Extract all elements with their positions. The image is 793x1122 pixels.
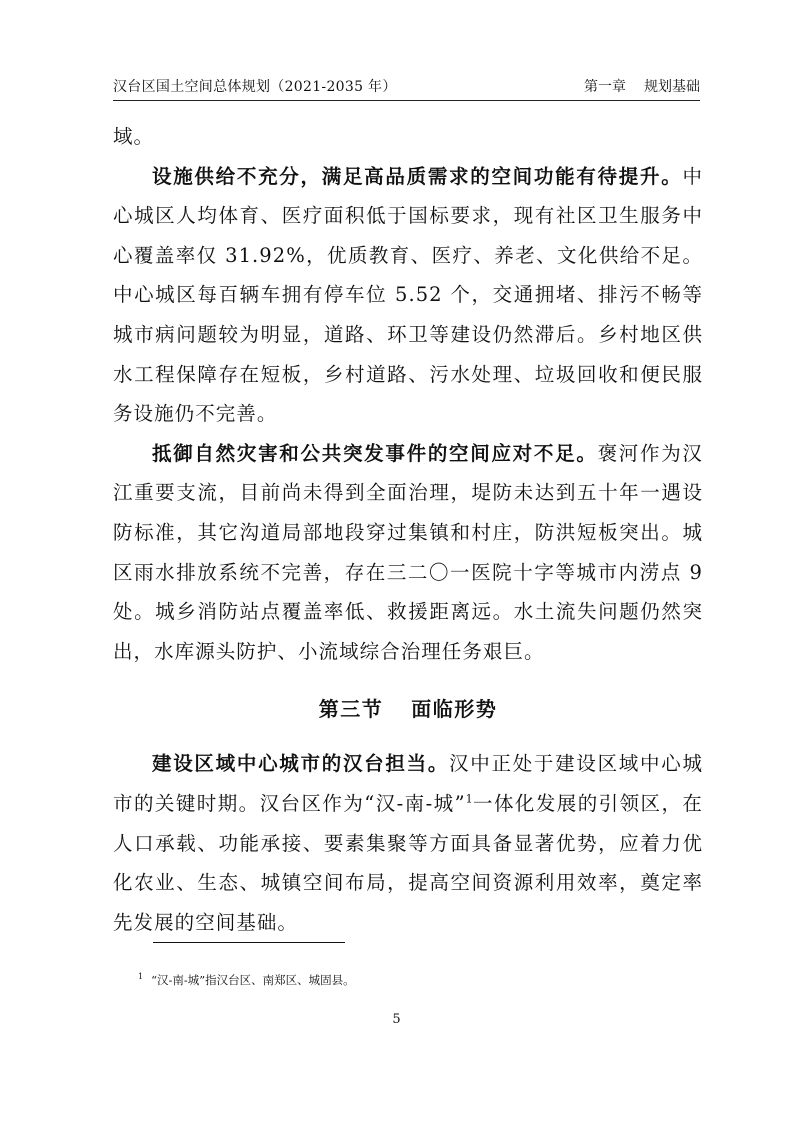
paragraph-text: 域。 [113,125,155,148]
paragraph-text-continued: 一体化发展的引领区，在人口承载、功能承接、要素集聚等方面具备显著优势，应着力优化农业、生态、城镇空间布局，提高空间资源利用效率，奠定率先发展的空间基础。 [113,791,703,934]
paragraph-text: 汉中正处于建设区域中心城市的关键时期。汉台区作为“汉-南-城” [113,752,703,815]
page-number: 5 [392,1012,401,1027]
paragraph-continuation [113,117,703,157]
main-content [113,117,703,942]
page-header [113,66,700,101]
chapter-number: 第一章 [584,79,626,95]
footnote-divider [153,942,345,943]
footnote-number: 1 [138,972,144,982]
section-title: 面临形势 [411,697,498,722]
footnote-reference[interactable]: 1 [465,792,473,806]
footnote-text: “汉-南-城”指汉台区、南郑区、城固县。 [151,973,355,987]
paragraph-lead: 抵御自然灾害和公共突发事件的空间应对不足。 [152,441,598,465]
footnote [138,972,355,988]
paragraph-text: 褒河作为汉江重要支流，目前尚未得到全面治理，堤防未达到五十年一遇设防标准，其它沟道局部地段穿过集镇和村庄，防洪短板突出。城区雨水排放系统不完善，存在三二〇一医院十字等城市内涝点 9 处。城乡消防站点覆盖率低、救援距离远。水土流失问题仍然突出，水库源头防护、小流域综合治理任务艰巨。 [113,441,703,663]
paragraph-lead: 设施供给不充分，满足高品质需求的空间功能有待提升。 [152,164,683,188]
chapter-title: 规划基础 [644,79,700,95]
paragraph-regional-center [113,744,703,942]
section-number: 第三节 [318,697,384,722]
paragraph-text: 中心城区人均体育、医疗面积低于国标要求，现有社区卫生服务中心覆盖率仅 31.92%，优质教育、医疗、养老、文化供给不足。中心城区每百辆车拥有停车位 5.52 个，交通拥堵、排污不畅等城市病问题较为明显，道路、环卫等建设仍然滞后。乡村地区供水工程保障存在短板，乡村道路、污水处理、垃圾回收和便民服务设施仍不完善。 [113,164,703,426]
section-heading [113,671,703,744]
chapter-heading [584,76,700,96]
paragraph-lead: 建设区域中心城市的汉台担当。 [152,752,450,776]
document-title: 汉台区国土空间总体规划（2021-2035 年） [113,79,397,95]
paragraph-disaster [113,434,703,672]
paragraph-facilities [113,157,703,434]
